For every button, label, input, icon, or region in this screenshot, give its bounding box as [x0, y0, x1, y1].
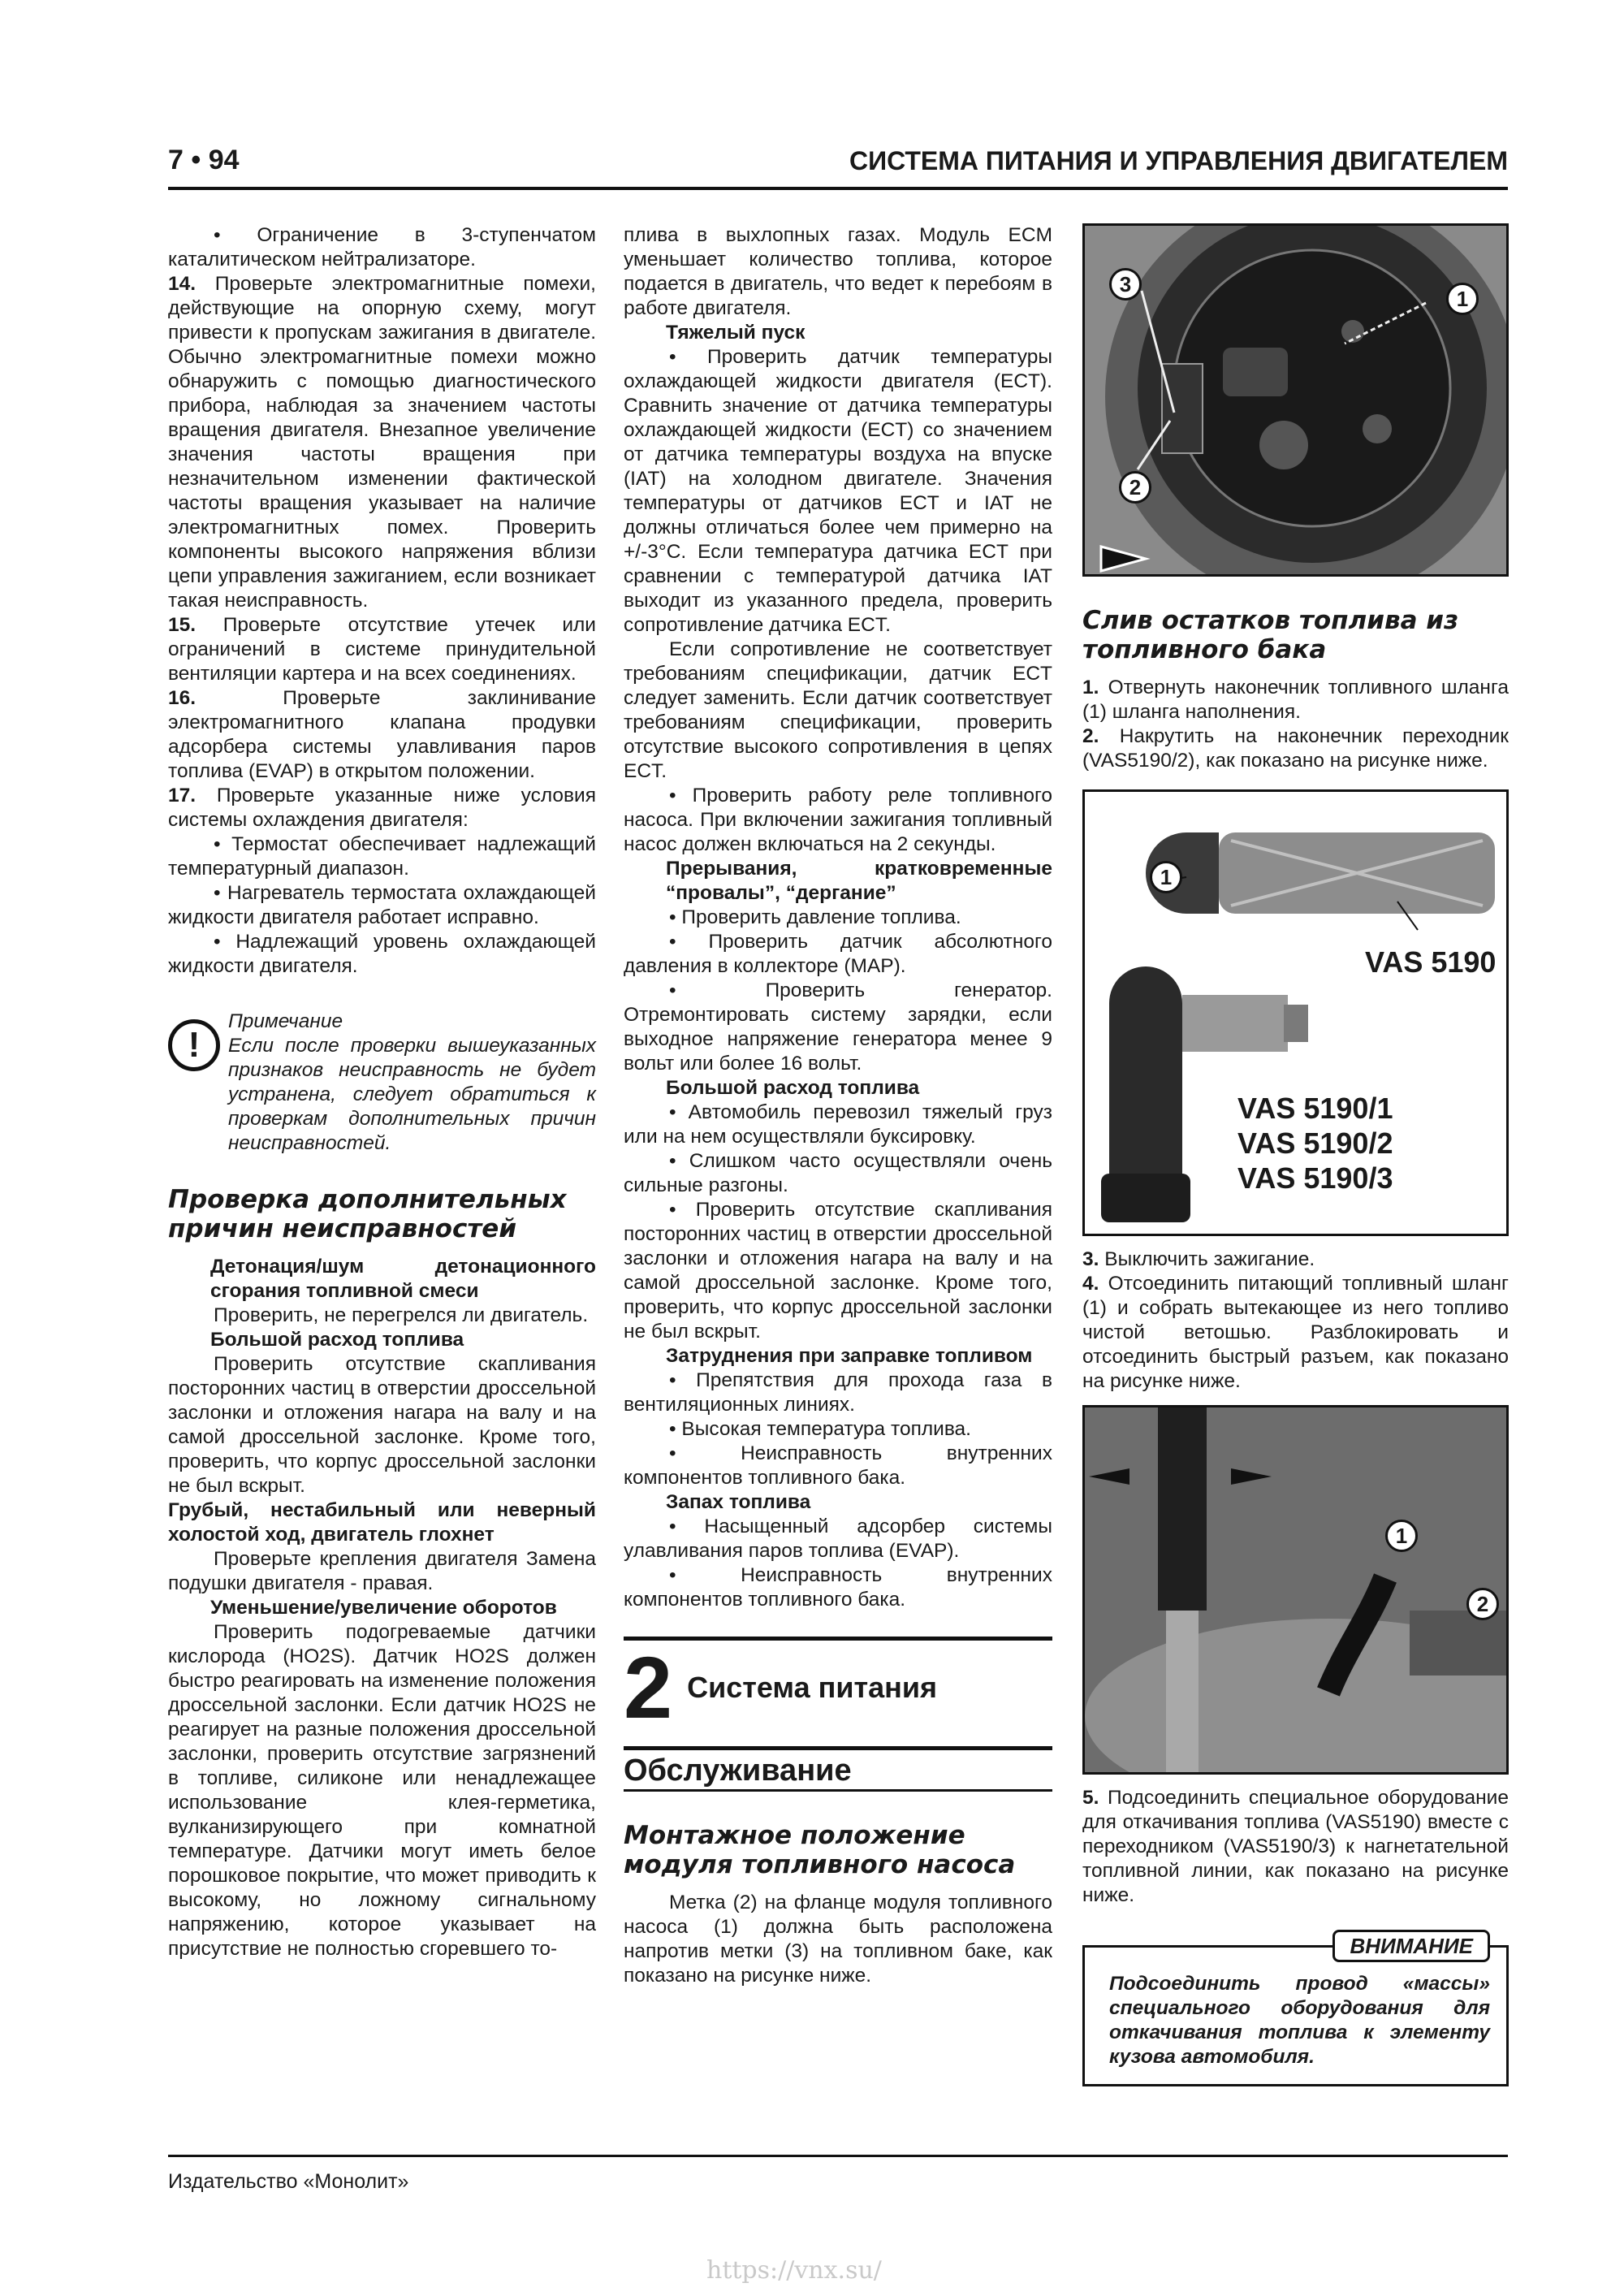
- paragraph-16: [168, 686, 596, 784]
- step: [1082, 676, 1509, 724]
- bullet-item: • Неисправность внутренних компонентов топливного бака.: [624, 1442, 1052, 1489]
- page-header-title: СИСТЕМА ПИТАНИЯ И УПРАВЛЕНИЯ ДВИГАТЕЛЕМ: [849, 146, 1508, 175]
- bullet-item: • Проверить датчик абсолютного давления в коллекторе (MAP).: [624, 931, 1052, 977]
- bullet-item: • Термостат обеспечивает надлежащий температурный диапазон.: [168, 833, 596, 880]
- bullet-item: • Препятствия для прохода газа в вентиляционных линиях.: [624, 1369, 1052, 1416]
- callout-1: 1: [1385, 1520, 1418, 1552]
- subheading: Прерывания, кратковременные “провалы”, “дергание”: [666, 858, 1052, 904]
- chapter-number: 2: [624, 1638, 673, 1736]
- column-right: [1082, 223, 1509, 2086]
- callout-3: 3: [1109, 268, 1142, 301]
- step: [1082, 724, 1509, 773]
- step-number: 14.: [168, 273, 197, 295]
- column-middle: [624, 223, 1052, 1988]
- section-heading: Проверка дополнительных причин неисправностей: [168, 1185, 567, 1243]
- step-number: 17.: [168, 785, 197, 806]
- note-title: Примечание: [228, 1010, 343, 1032]
- step-number: 1.: [1082, 677, 1099, 698]
- step-number: 15.: [168, 614, 197, 636]
- note-block: [168, 1010, 596, 1156]
- tool-label: VAS 5190/1: [1237, 1092, 1393, 1125]
- step-text: Проверьте заклинивание электромагнитного клапана продувки адсорбера системы улавливания паров топлива (EVAP) в открытом положении.: [168, 687, 596, 782]
- paragraph-14: [168, 272, 596, 613]
- warning-box: [1082, 1934, 1509, 2086]
- fuel-pump-illustration: [1085, 226, 1509, 577]
- fuel-line-illustration: [1085, 1407, 1509, 1775]
- bullet-item: • Нагреватель термостата охлаждающей жидкости двигателя работает исправно.: [168, 882, 596, 928]
- subheading: Уменьшение/увеличение оборотов: [210, 1597, 557, 1619]
- paragraph: Проверить отсутствие скапливания посторонних частиц в отверстии дроссельной заслонки и отложения нагара на валу и на самой дроссельной заслонке. Кроме того, проверить, что корпус дроссельной заслонки не был вскрыт.: [168, 1353, 596, 1497]
- warning-title: ВНИМАНИЕ: [1332, 1930, 1490, 1962]
- step-text: Проверьте отсутствие утечек или ограничений в системе принудительной вентиляции картера и на всех соединениях.: [168, 614, 596, 685]
- callout-1: 1: [1446, 283, 1479, 315]
- bullet-item: • Проверить генератор. Отремонтировать систему зарядки, если выходное напряжение генератора менее 9 вольт или более 16 вольт.: [624, 979, 1052, 1074]
- paragraph: Метка (2) на фланце модуля топливного насоса (1) должна быть расположена напротив метки (3) на топливном баке, как показано на рисунке ниже.: [624, 1892, 1052, 1987]
- tool-label: VAS 5190/3: [1237, 1161, 1393, 1195]
- step: [1082, 1247, 1509, 1272]
- callout-2: 2: [1119, 471, 1151, 504]
- bullet-item: • Слишком часто осуществляли очень сильные разгоны.: [624, 1150, 1052, 1196]
- section-heading: Монтажное положение модуля топливного насоса: [624, 1821, 1016, 1879]
- bullet-item: • Неисправность внутренних компонентов топливного бака.: [624, 1564, 1052, 1611]
- step-text: Накрутить на наконечник переходник (VAS5190/2), как показано на рисунке ниже.: [1082, 725, 1509, 772]
- bullet-item: • Высокая температура топлива.: [669, 1418, 971, 1440]
- section-heading: Слив остатков топлива из топливного бака: [1082, 606, 1459, 664]
- column-left: [168, 223, 596, 1961]
- paragraph: Если сопротивление не соответствует требованиям спецификации, датчик ECT следует заменить. Если датчик соответствует требованиям спецификации, проверить отсутствие высокого сопротивления в цепях ECT.: [624, 638, 1052, 782]
- bullet-item: • Проверить работу реле топливного насоса. При включении зажигания топливный насос должен включаться на 2 секунды.: [624, 785, 1052, 855]
- paragraph-15: [168, 613, 596, 686]
- paragraph: Проверить, не перегрелся ли двигатель.: [214, 1304, 589, 1326]
- bullet-item: • Надлежащий уровень охлаждающей жидкости двигателя.: [168, 931, 596, 977]
- paragraph: Проверьте крепления двигателя Замена подушки двигателя - правая.: [168, 1548, 596, 1594]
- paragraph: • Ограничение в 3-ступенчатом каталитическом нейтрализаторе.: [168, 224, 596, 270]
- callout-2: 2: [1466, 1588, 1499, 1620]
- tool-label: VAS 5190: [1365, 945, 1497, 979]
- publisher: Издательство «Монолит»: [168, 2170, 409, 2193]
- step-text: Выключить зажигание.: [1099, 1248, 1315, 1270]
- subheading: Большой расход топлива: [210, 1329, 464, 1351]
- callout-1: 1: [1150, 861, 1182, 893]
- step-text: Проверьте указанные ниже условия системы охлаждения двигателя:: [168, 785, 596, 831]
- step-number: 3.: [1082, 1248, 1099, 1270]
- subheading: Детонация/шум детонационного сгорания топливной смеси: [210, 1256, 596, 1302]
- bullet-item: • Проверить отсутствие скапливания посторонних частиц в отверстии дроссельной заслонки и отложения нагара на валу и на самой дроссельной заслонке. Кроме того, проверить, что корпус дроссельной заслонки не был вскрыт.: [624, 1199, 1052, 1343]
- warning-text: Подсоединить провод «массы» специального оборудования для откачивания топлива к элементу кузова автомобиля.: [1109, 1973, 1490, 2068]
- bullet-item: • Проверить датчик температуры охлаждающей жидкости двигателя (ECT). Сравнить значение от датчика температуры охлаждающей жидкости (ECT) со значением от датчика температуры воздуха на впуске (IAT) на холодном двигателе. Значения температуры от датчиков ECT и IAT не должны отличаться более чем примерно на +/-3°C. Если температура датчика ECT при сравнении с температурой датчика IAT выходит из указанного предела, проверить сопротивление датчика ECT.: [624, 346, 1052, 636]
- chapter-title: Система питания: [687, 1671, 937, 1704]
- note-text: Если после проверки вышеуказанных признаков неисправность не будет устранена, следует обратиться к проверкам дополнительных причин неисправностей.: [228, 1035, 596, 1154]
- chapter-heading: [624, 1637, 1052, 1736]
- footer-divider: [168, 2155, 1508, 2157]
- step-number: 5.: [1082, 1787, 1099, 1809]
- step-number: 2.: [1082, 725, 1099, 747]
- subheading: Большой расход топлива: [666, 1077, 920, 1099]
- page-number: 7 • 94: [168, 145, 240, 175]
- paragraph: плива в выхлопных газах. Модуль ECM уменьшает количество топлива, которое подается в двигатель, что ведет к перебоям в работе двигателя.: [624, 224, 1052, 319]
- paragraph-17: [168, 784, 596, 832]
- step-text: Проверьте электромагнитные помехи, действующие на опорную схему, могут привести к пропускам зажигания в двигателе. Обычно электромагнитные помехи можно обнаружить с помощью диагностического прибора, наблюдая за значением частоты вращения двигателя. Внезапное увеличение значения частоты вращения при незначительном изменении фактической частоты вращения указывает на наличие электромагнитных помех. Проверить компоненты высокого напряжения вблизи цепи управления зажиганием, если возникает такая неисправность.: [168, 273, 596, 612]
- tool-label: VAS 5190/2: [1237, 1126, 1393, 1160]
- maintenance-heading: Обслуживание: [624, 1746, 1052, 1792]
- step-text: Подсоединить специальное оборудование для откачивания топлива (VAS5190) вместе с переходником (VAS5190/3) к нагнетательной топливной линии, как показано на рисунке ниже.: [1082, 1787, 1509, 1906]
- header-divider: [168, 187, 1508, 190]
- subheading: Грубый, нестабильный или неверный холостой ход, двигатель глохнет: [168, 1499, 596, 1546]
- step: [1082, 1786, 1509, 1908]
- watermark: https://vnx.su/: [706, 2256, 882, 2285]
- exclamation-icon: !: [168, 1019, 220, 1071]
- subheading: Запах топлива: [666, 1491, 811, 1513]
- bullet-item: • Автомобиль перевозил тяжелый груз или на нем осуществляли буксировку.: [624, 1101, 1052, 1148]
- paragraph: Проверить подогреваемые датчики кислорода (HO2S). Датчик HO2S должен быстро реагировать на изменение положения дроссельной заслонки. Если датчик HO2S не реагирует на разные положения дроссельной заслонки, проверить отсутствие загрязнений в топливе, силиконе или ненадлежащее использование клея-герметика, вулканизирующего при комнатной температуре. Датчики могут иметь белое порошковое покрытие, что может приводить к высокому, но ложному сигнальному напряжению, которое указывает на присутствие не полностью сгоревшего то-: [168, 1621, 596, 1960]
- subheading: Тяжелый пуск: [666, 322, 806, 344]
- step-text: Отвернуть наконечник топливного шланга (1) шланга наполнения.: [1082, 677, 1509, 723]
- bullet-item: • Проверить давление топлива.: [669, 906, 961, 928]
- step: [1082, 1272, 1509, 1394]
- step-number: 16.: [168, 687, 197, 709]
- adapter-figure: [1082, 789, 1509, 1236]
- fuel-pump-figure: [1082, 223, 1509, 577]
- bullet-item: • Насыщенный адсорбер системы улавливания паров топлива (EVAP).: [624, 1516, 1052, 1562]
- subheading: Затруднения при заправке топливом: [666, 1345, 1033, 1367]
- step-number: 4.: [1082, 1273, 1099, 1295]
- fuel-line-figure: [1082, 1405, 1509, 1775]
- step-text: Отсоединить питающий топливный шланг (1) и собрать вытекающее из него топливо чистой ветошью. Разблокировать и отсоединить быстрый разъем, как показано на рисунке ниже.: [1082, 1273, 1509, 1392]
